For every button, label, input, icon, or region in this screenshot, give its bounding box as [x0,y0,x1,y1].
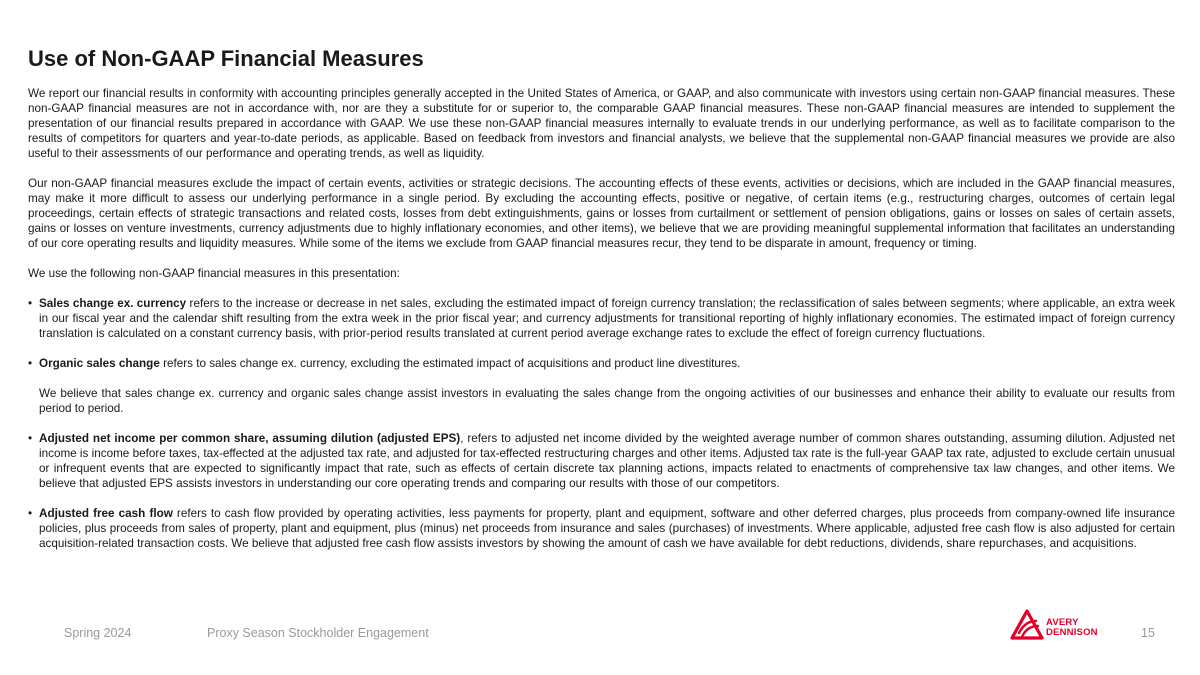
avery-dennison-logo [1010,609,1110,643]
logo-wordmark [1046,618,1098,637]
bullet-dot: • [28,297,33,310]
bullet-term: Organic sales change [39,357,160,370]
bullet-sales-change [28,296,1175,341]
exclusions-paragraph: Our non-GAAP financial measures exclude the impact of certain events, activities or strategic decisions. The accounting effects of these events, activities or decisions, which are included in the GAAP financial measures, may make it more difficult to assess our underlying performance in a single period. By excluding the accounting effects, positive or negative, of certain items (e.g., restructuring charges, outcomes of certain legal proceedings, certain effects of strategic transactions and related costs, losses from debt extinguishments, gains or losses from curtailment or settlement of pension obligations, gains or losses on sales of certain assets, gains or losses on venture investments, currency adjustments due to highly inflationary economies, and other items), we believe that we are providing meaningful supplemental information that facilitates an understanding of our core operating results and liquidity measures. While some of the items we exclude from GAAP financial measures recur, they tend to be disparate in amount, frequency or timing. [28,177,1175,250]
bullet-organic-sales [28,356,1175,371]
bullet-term: Adjusted free cash flow [39,507,173,520]
avery-dennison-logo-icon [1010,609,1044,641]
bullet-term: Sales change ex. currency [39,297,187,310]
body-content [28,86,1175,566]
measures-intro-paragraph: We use the following non-GAAP financial measures in this presentation: [28,267,400,280]
bullet-dot: • [28,507,33,520]
bullet-dot: • [28,357,33,370]
intro-paragraph: We report our financial results in conformity with accounting principles generally accepted in the United States of America, or GAAP, and also communicate with investors using certain non-GAAP financial measures. These non-GAAP financial measures are not in accordance with, nor are they a substitute for or superior to, the comparable GAAP financial measures. These non-GAAP financial measures are intended to supplement the presentation of our financial results prepared in accordance with GAAP. We use these non-GAAP financial measures internally to evaluate trends in our underlying performance, as well as to facilitate comparison to the results of competitors for quarters and year-to-date periods, as applicable. Based on feedback from investors and financial analysts, we believe that the supplemental non-GAAP financial measures we provide are also useful to their assessments of our performance and operating trends, as well as liquidity. [28,87,1175,160]
bullet-dot: • [28,432,33,445]
logo-line-dennison: DENNISON [1046,626,1098,638]
bullet-adjusted-eps [28,431,1175,491]
bullet-adjusted-free-cash-flow [28,506,1175,551]
logo-line-avery: AVERY [1046,617,1079,628]
bullet-term: Adjusted net income per common share, assuming dilution (adjusted EPS) [39,432,461,445]
page-number: 15 [1141,626,1155,640]
bullet-text: refers to cash flow provided by operating activities, less payments for property, plant and equipment, software and other deferred charges, plus proceeds from company-owned life insurance policies, plus proceeds from sales of property, plant and equipment, plus (minus) net proceeds from insurance and sales (purchases) of investments. Where applicable, adjusted free cash flow is also adjusted for certain acquisition-related transaction costs. We believe that adjusted free cash flow assists investors by showing the amount of cash we have available for debt reductions, dividends, share repurchases, and acquisitions. [39,507,1175,550]
bullet-text: , refers to adjusted net income divided by the weighted average number of common shares outstanding, assuming dilution. Adjusted net income is income before taxes, tax-effected at the adjusted tax rate, and adjusted for tax-effected restructuring charges and other items. Adjusted tax rate is the full-year GAAP tax rate, adjusted to exclude certain unusual or infrequent events that are expected to significantly impact that rate, such as effects of certain discrete tax planning actions, impacts related to enactments of comprehensive tax law changes, and other items. We believe that adjusted EPS assists investors in understanding our core operating trends and comparing our results with those of our competitors. [39,432,1175,490]
sales-change-note: We believe that sales change ex. currency and organic sales change assist investors in evaluating the sales change from the ongoing activities of our businesses and enhance their ability to evaluate our results from period to period. [39,387,1175,415]
page-title: Use of Non-GAAP Financial Measures [28,46,424,71]
bullet-text: refers to sales change ex. currency, excluding the estimated impact of acquisitions and product line divestitures. [159,357,741,370]
footer-season: Spring 2024 [64,626,132,640]
bullet-text: refers to the increase or decrease in net sales, excluding the estimated impact of foreign currency translation; the reclassification of sales between segments; where applicable, an extra week in our fiscal year and the calendar shift resulting from the extra week in the prior fiscal year; and currency adjustments for transitional reporting of highly inflationary economies. The estimated impact of foreign currency translation is calculated on a constant currency basis, with prior-period results translated at current period average exchange rates to exclude the effect of foreign currency fluctuations. [39,297,1175,340]
footer-subtitle: Proxy Season Stockholder Engagement [207,626,429,640]
